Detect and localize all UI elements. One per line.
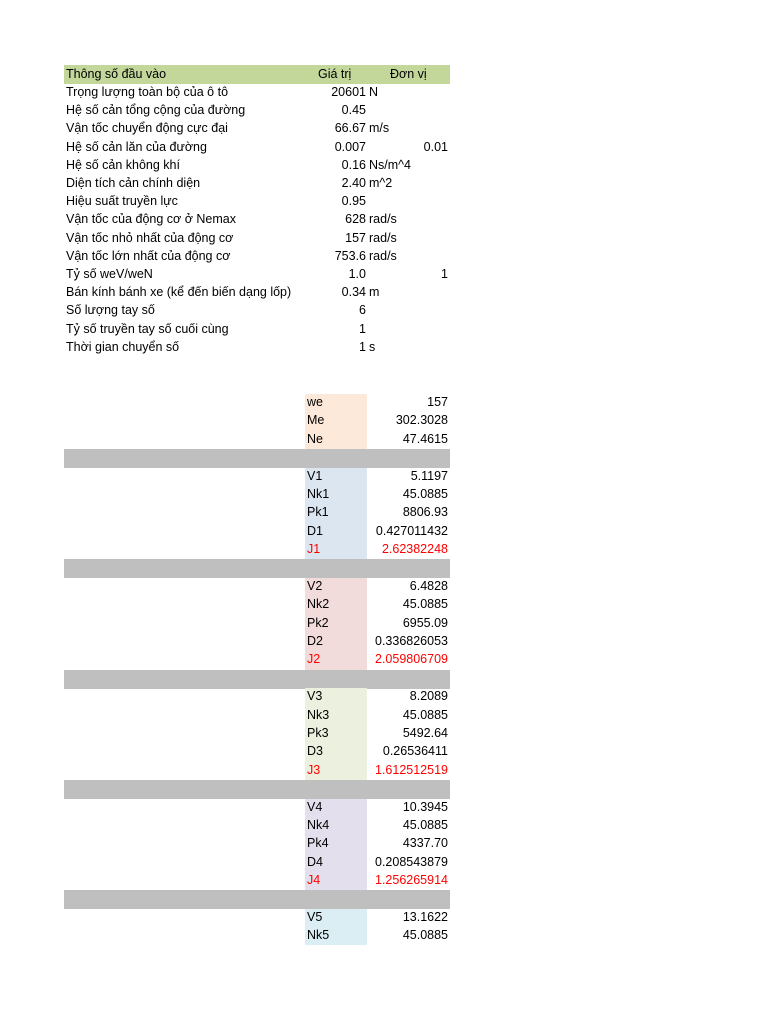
gear-value: 6955.09 — [402, 615, 448, 630]
param-name: Vận tốc của động cơ ở Nemax — [66, 212, 236, 227]
gear-label: Pk4 — [307, 836, 329, 851]
param-value: 2.40 — [341, 176, 366, 190]
param-unit: m — [369, 285, 380, 300]
gear-label: J1 — [307, 541, 321, 556]
param-name: Bán kính bánh xe (kể đến biến dạng lốp) — [66, 285, 292, 300]
param-value: 1 — [359, 321, 366, 336]
header-param-label: Thông số đầu vào — [66, 67, 167, 81]
gear-value: 0.336826053 — [375, 633, 448, 648]
gear-value: 2.62382248 — [381, 541, 448, 556]
gear-label: Nk5 — [307, 928, 330, 943]
gear-label: D4 — [307, 854, 323, 869]
param-unit: rad/s — [369, 248, 397, 263]
gear-label: D1 — [307, 523, 323, 538]
gear-value: 0.26536411 — [382, 744, 448, 759]
gear-label: Nk4 — [307, 817, 330, 832]
param-unit: rad/s — [369, 230, 397, 245]
param-name: Số lượng tay số — [66, 303, 155, 318]
gear-label: J4 — [307, 872, 321, 887]
param-name: Hệ số cản tổng cộng của đường — [66, 103, 246, 118]
gear-value: 8806.93 — [402, 505, 448, 520]
param-name: Tỷ số weV/weN — [66, 267, 153, 281]
gear-label: V2 — [307, 579, 323, 593]
separator-bar — [64, 780, 450, 799]
engine-value: 47.4615 — [402, 431, 448, 446]
param-name: Vận tốc lớn nhất của động cơ — [66, 248, 231, 263]
separator-bar — [64, 559, 450, 578]
param-unit: N — [369, 85, 379, 99]
param-value: 0.45 — [341, 103, 366, 118]
separator-bar — [64, 670, 450, 689]
header-unit-label: Đơn vị — [390, 67, 427, 81]
gear-label: V5 — [307, 909, 323, 924]
param-name: Diện tích cản chính diện — [66, 176, 201, 190]
gear-value: 45.0885 — [402, 707, 448, 722]
gear-label: Nk3 — [307, 707, 330, 722]
param-name: Tỷ số truyền tay số cuối cùng — [66, 321, 229, 336]
param-extra: 1 — [441, 267, 448, 281]
gear-value: 45.0885 — [402, 597, 448, 612]
param-extra: 0.01 — [423, 139, 448, 154]
param-value: 0.16 — [341, 157, 366, 172]
param-value: 0.34 — [341, 285, 366, 300]
param-value: 66.67 — [334, 121, 366, 136]
engine-value: 302.3028 — [395, 413, 448, 428]
gear-value: 1.256265914 — [375, 872, 448, 887]
gear-label: J2 — [307, 652, 321, 667]
param-unit: Ns/m^4 — [369, 157, 411, 172]
param-unit: rad/s — [369, 212, 397, 227]
gear-label: D2 — [307, 633, 323, 648]
gear-value: 2.059806709 — [375, 652, 448, 667]
param-value: 753.6 — [334, 248, 366, 263]
param-name: Vận tốc chuyển động cực đại — [66, 121, 228, 136]
separator-bar — [64, 449, 450, 468]
param-name: Thời gian chuyển số — [66, 339, 180, 354]
gear-value: 45.0885 — [402, 487, 448, 501]
gear-value: 6.4828 — [409, 579, 448, 593]
engine-label: we — [307, 395, 323, 409]
gear-label: D3 — [307, 744, 323, 759]
header-value-label: Giá trị — [318, 67, 352, 81]
param-value: 1 — [359, 339, 366, 354]
gear-label: V1 — [307, 468, 323, 483]
gear-value: 4337.70 — [402, 836, 448, 851]
param-value: 157 — [345, 230, 366, 245]
gear-value: 8.2089 — [409, 689, 448, 704]
engine-label: Me — [307, 413, 325, 428]
param-value: 628 — [345, 212, 366, 227]
gear-label: Pk3 — [307, 725, 329, 740]
param-unit: m/s — [369, 121, 390, 136]
gear-value: 5.1197 — [410, 468, 448, 483]
separator-bar — [64, 890, 450, 909]
param-name: Hiệu suất truyền lực — [66, 194, 178, 209]
gear-label: Pk1 — [307, 505, 329, 520]
gear-label: Nk2 — [307, 597, 330, 612]
param-value: 20601 — [331, 85, 366, 99]
gear-label: V4 — [307, 799, 323, 814]
gear-value: 0.427011432 — [375, 523, 448, 538]
gear-label: V3 — [307, 689, 323, 704]
gear-value: 5492.64 — [402, 725, 448, 740]
param-value: 6 — [359, 303, 366, 318]
param-name: Hệ số cản không khí — [66, 157, 180, 172]
param-value: 1.0 — [348, 267, 366, 281]
gear-value: 10.3945 — [402, 799, 448, 814]
param-name: Trọng lượng toàn bộ của ô tô — [66, 85, 229, 99]
param-name: Vận tốc nhỏ nhất của động cơ — [66, 230, 234, 245]
gear-value: 45.0885 — [402, 928, 448, 943]
gear-label: Pk2 — [307, 615, 329, 630]
engine-value: 157 — [427, 395, 448, 409]
gear-value: 13.1622 — [402, 909, 448, 924]
engine-label: Ne — [307, 431, 323, 446]
param-unit: s — [369, 339, 376, 354]
param-value: 0.007 — [334, 139, 366, 154]
gear-label: J3 — [307, 762, 321, 777]
param-value: 0.95 — [341, 194, 366, 209]
gear-value: 0.208543879 — [375, 854, 448, 869]
gear-value: 1.612512519 — [375, 762, 448, 777]
gear-label: Nk1 — [307, 487, 330, 501]
param-name: Hệ số cản lăn của đường — [66, 139, 207, 154]
param-unit: m^2 — [369, 176, 393, 190]
gear-value: 45.0885 — [402, 817, 448, 832]
